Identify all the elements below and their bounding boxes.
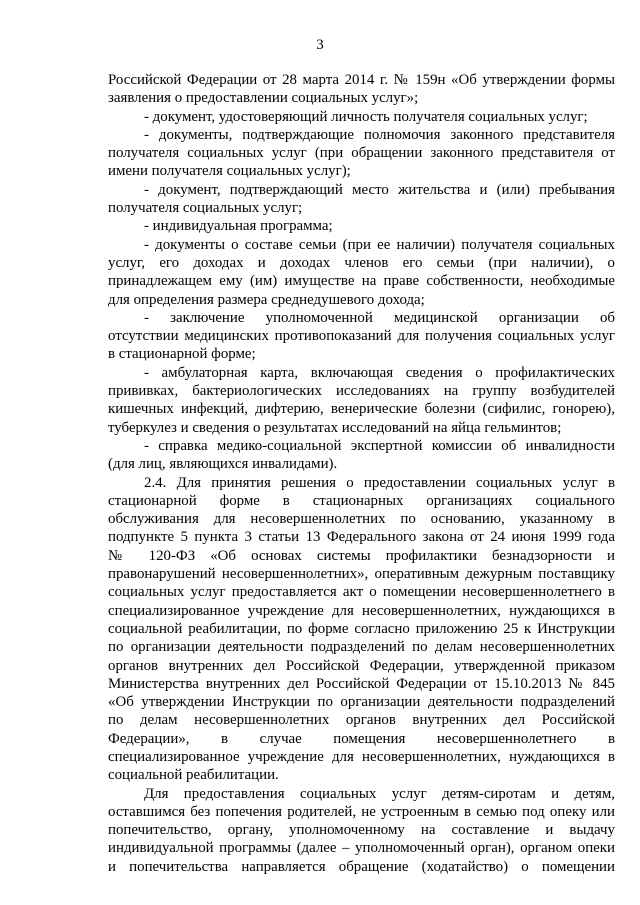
text-line: получателя социальных услуг; [108,200,303,217]
text-line: по делам несовершеннолетних органов внутренних дел Российской [108,712,615,729]
text-line: (для лиц, являющихся инвалидами). [108,456,338,473]
text-line: стационарной форме в стационарных организациях социального [108,492,615,509]
text-line: - документ, удостоверяющий личность получателя социальных услуг; [144,108,588,125]
text-line: по организации деятельности подразделений по делам несовершеннолетних [108,639,615,656]
text-line: «Об утверждении Инструкции по организации деятельности подразделений [108,694,615,711]
text-line: оставшимся без попечения родителей, не устроенным в семью под опеку или [108,803,615,820]
text-line: получателя социальных услуг (при обращении законного представителя от [108,145,615,162]
text-line: обслуживания для несовершеннолетних по основанию, указанному в [108,511,615,528]
page-number: 3 [316,37,324,53]
text-line: - справка медико-социальной экспертной комиссии об инвалидности [144,437,615,454]
text-line: Российской Федерации от 28 марта 2014 г. № 159н «Об утверждении формы [108,72,615,88]
text-line: органов внутренних дел Российской Федерации, утвержденной приказом [108,657,615,674]
text-line: 2.4. Для принятия решения о предоставлении социальных услуг в [144,474,615,491]
text-line: - документы, подтверждающие полномочия законного представителя [144,126,615,143]
text-line: и попечительства направляется обращение (ходатайство) о помещении [108,858,615,875]
text-line: кишечных инфекций, дифтерию, венерические болезни (сифилис, гонорею), [108,401,615,418]
text-line: услуг, его доходах и доходах членов его семьи (при наличии), о [108,254,615,271]
text-line: специализированное учреждение для несовершеннолетних, нуждающихся в [108,748,615,765]
text-line: имени получателя социальных услуг); [108,163,351,180]
text-line: специализированное учреждение для несовершеннолетних, нуждающихся в [108,602,615,619]
text-line: для определения размера среднедушевого дохода; [108,291,425,308]
text-line: - документы о составе семьи (при ее наличии) получателя социальных [144,236,615,253]
text-line: социальных услуг предоставляется акт о помещении несовершеннолетнего в [108,584,615,601]
document-body [108,71,615,876]
text-line: в стационарной форме; [108,346,256,363]
text-line: туберкулез и сведения о результатах исследований на яйца гельминтов; [108,419,562,436]
text-line: индивидуальной программы (далее – уполномоченный орган), органом опеки [108,840,615,857]
text-line: - заключение уполномоченной медицинской организации об [144,309,615,326]
text-line: Министерства внутренних дел Российской Федерации от 15.10.2013 № 845 [108,675,615,692]
text-line: попечительство, органу, уполномоченному на составление и выдачу [108,822,615,839]
text-line: подпункте 5 пункта 3 статьи 13 Федерального закона от 24 июня 1999 года [108,529,615,546]
text-line: отсутствии медицинских противопоказаний для получения социальных услуг [108,328,615,345]
text-line: - амбулаторная карта, включающая сведения о профилактических [144,364,615,381]
text-line: правонарушений несовершеннолетних», оперативным дежурным поставщику [108,566,615,583]
text-line: - индивидуальная программа; [144,218,333,235]
text-line: заявления о предоставлении социальных услуг»; [108,90,419,107]
text-line: Для предоставления социальных услуг детям-сиротам и детям, [144,785,615,802]
text-line: прививках, бактериологических исследованиях на группу возбудителей [108,383,615,400]
text-line: - документ, подтверждающий место жительства и (или) пребывания [144,181,615,198]
text-line: социальной реабилитации. [108,767,279,784]
text-line: принадлежащем ему (им) имуществе на праве собственности, необходимые [108,273,615,290]
text-line: социальной реабилитации, по форме согласно приложению 25 к Инструкции [108,620,615,637]
text-line: Федерации», в случае помещения несовершеннолетнего в [108,730,615,747]
text-line: № 120-ФЗ «Об основах системы профилактики безнадзорности и [108,547,615,564]
